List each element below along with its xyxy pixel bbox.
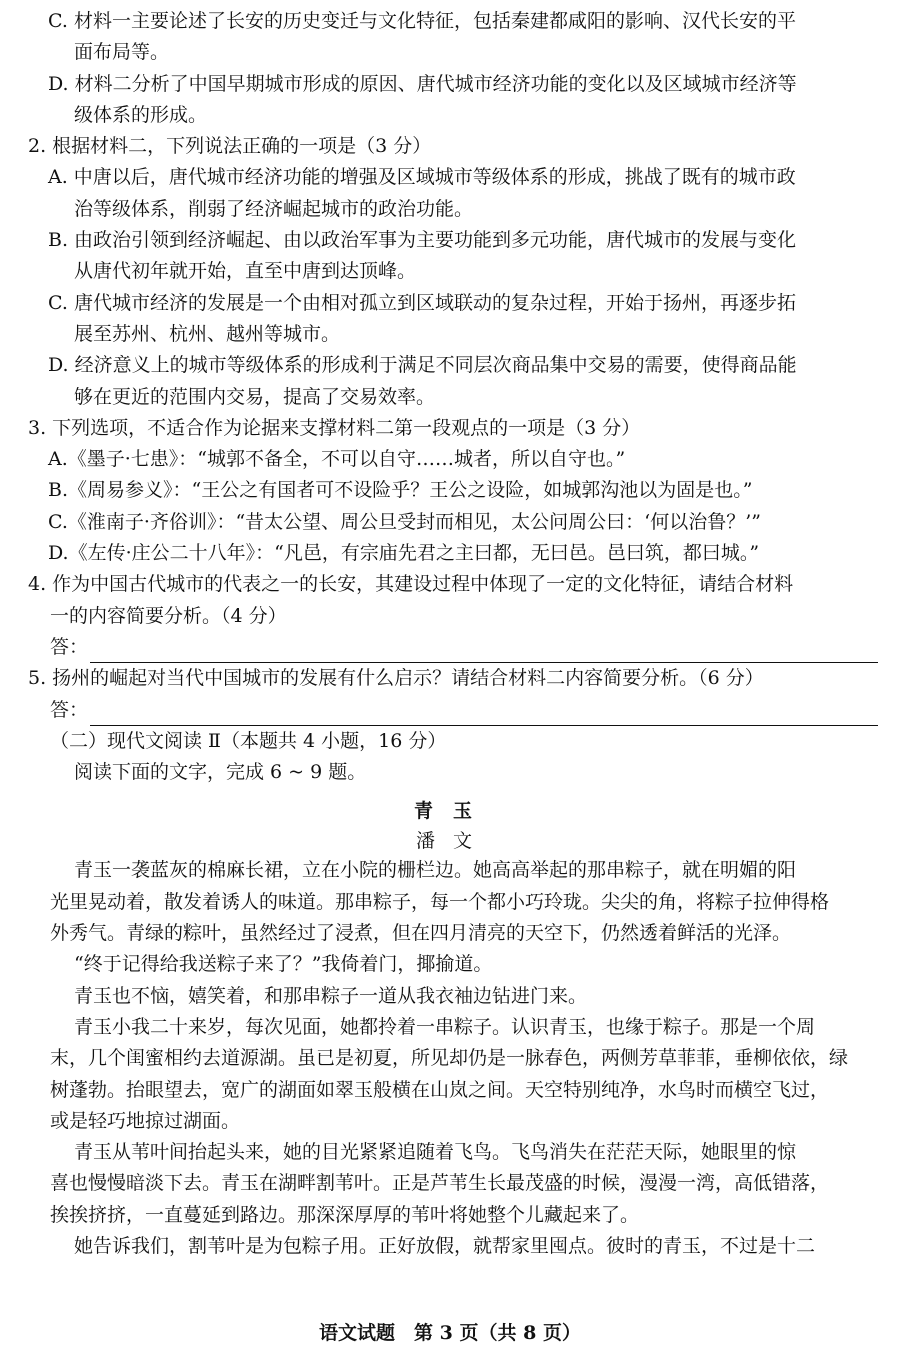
section-heading: （二）现代文阅读 Ⅱ（本题共 4 小题，16 分） (50, 729, 447, 752)
passage-line: 挨挨挤挤，一直蔓延到路边。那深深厚厚的苇叶将她整个儿藏起来了。 (50, 1203, 640, 1226)
passage-author: 潘文 (415, 830, 490, 853)
passage-line: 或是轻巧地掠过湖面。 (50, 1109, 241, 1132)
q1-option-c-line1: C. 材料一主要论述了长安的历史变迁与文化特征，包括秦建都咸阳的影响、汉代长安的平 (48, 10, 796, 32)
answer-rule (90, 701, 878, 726)
q2-option-a-line1: A. 中唐以后，唐代城市经济功能的增强及区域城市等级体系的形成，挑战了既有的城市政 (48, 166, 796, 189)
passage-line: “终于记得给我送粽子来了？”我倚着门，揶揄道。 (74, 953, 493, 976)
q2-option-d-line2: 够在更近的范围内交易，提高了交易效率。 (74, 385, 436, 408)
passage-title: 青玉 (413, 800, 492, 823)
q2-option-c-line2: 展至苏州、杭州、越州等城市。 (74, 322, 341, 345)
page-footer: 语文试题 第 3 页（共 8 页） (319, 1322, 581, 1344)
answer-label: 答： (50, 635, 89, 658)
q2-option-c-line1: C. 唐代城市经济的发展是一个由相对孤立到区域联动的复杂过程，开始于扬州，再逐步拓 (48, 291, 796, 314)
passage-line: 光里晃动着，散发着诱人的味道。那串粽子，每一个都小巧玲珑。尖尖的角，将粽子拉伸得格 (50, 890, 830, 913)
question-4-stem-line2: 一的内容简要分析。（4 分） (50, 604, 287, 627)
passage-line: 青玉也不恼，嬉笑着，和那串粽子一道从我衣袖边钻进门来。 (74, 984, 588, 1007)
question-5-stem: 5. 扬州的崛起对当代中国城市的发展有什么启示？请结合材料二内容简要分析。（6 分） (28, 667, 764, 690)
answer-label: 答： (50, 698, 89, 721)
question-2-stem: 2. 根据材料二，下列说法正确的一项是（3 分） (28, 135, 432, 158)
answer-rule (90, 638, 878, 663)
passage-line: 她告诉我们，割苇叶是为包粽子用。正好放假，就帮家里囤点。彼时的青玉，不过是十二 (74, 1234, 816, 1257)
q3-option-a: A.《墨子·七患》：“城郭不备全，不可以自守……城者，所以自守也。” (48, 448, 626, 471)
q1-option-d-line2: 级体系的形成。 (74, 103, 208, 126)
q2-option-b-line2: 从唐代初年就开始，直至中唐到达顶峰。 (74, 260, 417, 283)
question-3-stem: 3. 下列选项，不适合作为论据来支撑材料二第一段观点的一项是（3 分） (28, 416, 641, 439)
passage-line: 青玉一袭蓝灰的棉麻长裙，立在小院的栅栏边。她高高举起的那串粽子，就在明媚的阳 (74, 859, 797, 882)
q1-option-c-line2: 面布局等。 (74, 41, 170, 64)
passage-line: 末，几个闺蜜相约去道源湖。虽已是初夏，所见却仍是一脉春色，两侧芳草菲菲，垂柳依依，绿 (50, 1047, 849, 1070)
section-instruction: 阅读下面的文字，完成 6 ~ 9 题。 (74, 761, 367, 784)
q3-option-b: B.《周易参义》：“王公之有国者可不设险乎？王公之设险，如城郭沟池以为固是也。” (48, 479, 753, 502)
passage-line: 树蓬勃。抬眼望去，宽广的湖面如翠玉般横在山岚之间。天空特别纯净，水鸟时而横空飞过， (50, 1078, 830, 1101)
q2-option-a-line2: 治等级体系，削弱了经济崛起城市的政治功能。 (74, 197, 474, 220)
question-4-stem-line1: 4. 作为中国古代城市的代表之一的长安，其建设过程中体现了一定的文化特征，请结合材料 (28, 573, 794, 596)
q1-option-d-line1: D. 材料二分析了中国早期城市形成的原因、唐代城市经济功能的变化以及区域城市经济等 (48, 72, 797, 95)
passage-line: 青玉从苇叶间抬起头来，她的目光紧紧追随着飞鸟。飞鸟消失在茫茫天际，她眼里的惊 (74, 1141, 797, 1164)
q2-option-d-line1: D. 经济意义上的城市等级体系的形成利于满足不同层次商品集中交易的需要，使得商品能 (48, 354, 797, 377)
question-5-answer-line[interactable] (28, 695, 878, 726)
passage-line: 青玉小我二十来岁，每次见面，她都拎着一串粽子。认识青玉，也缘于粽子。那是一个周 (74, 1015, 816, 1038)
question-4-answer-line[interactable] (28, 632, 878, 663)
q3-option-d: D.《左传·庄公二十八年》：“凡邑，有宗庙先君之主曰都，无曰邑。邑曰筑，都曰城。” (48, 542, 760, 565)
q3-option-c: C.《淮南子·齐俗训》：“昔太公望、周公旦受封而相见，太公问周公曰：‘何以治鲁？’” (48, 510, 761, 533)
passage-line: 外秀气。青绿的粽叶，虽然经过了浸煮，但在四月清亮的天空下，仍然透着鲜活的光泽。 (50, 922, 792, 945)
q2-option-b-line1: B. 由政治引领到经济崛起、由以政治军事为主要功能到多元功能，唐代城市的发展与变化 (48, 229, 797, 252)
passage-line: 喜也慢慢暗淡下去。青玉在湖畔割苇叶。正是芦苇生长最茂盛的时候，漫漫一湾，高低错落， (50, 1172, 830, 1195)
